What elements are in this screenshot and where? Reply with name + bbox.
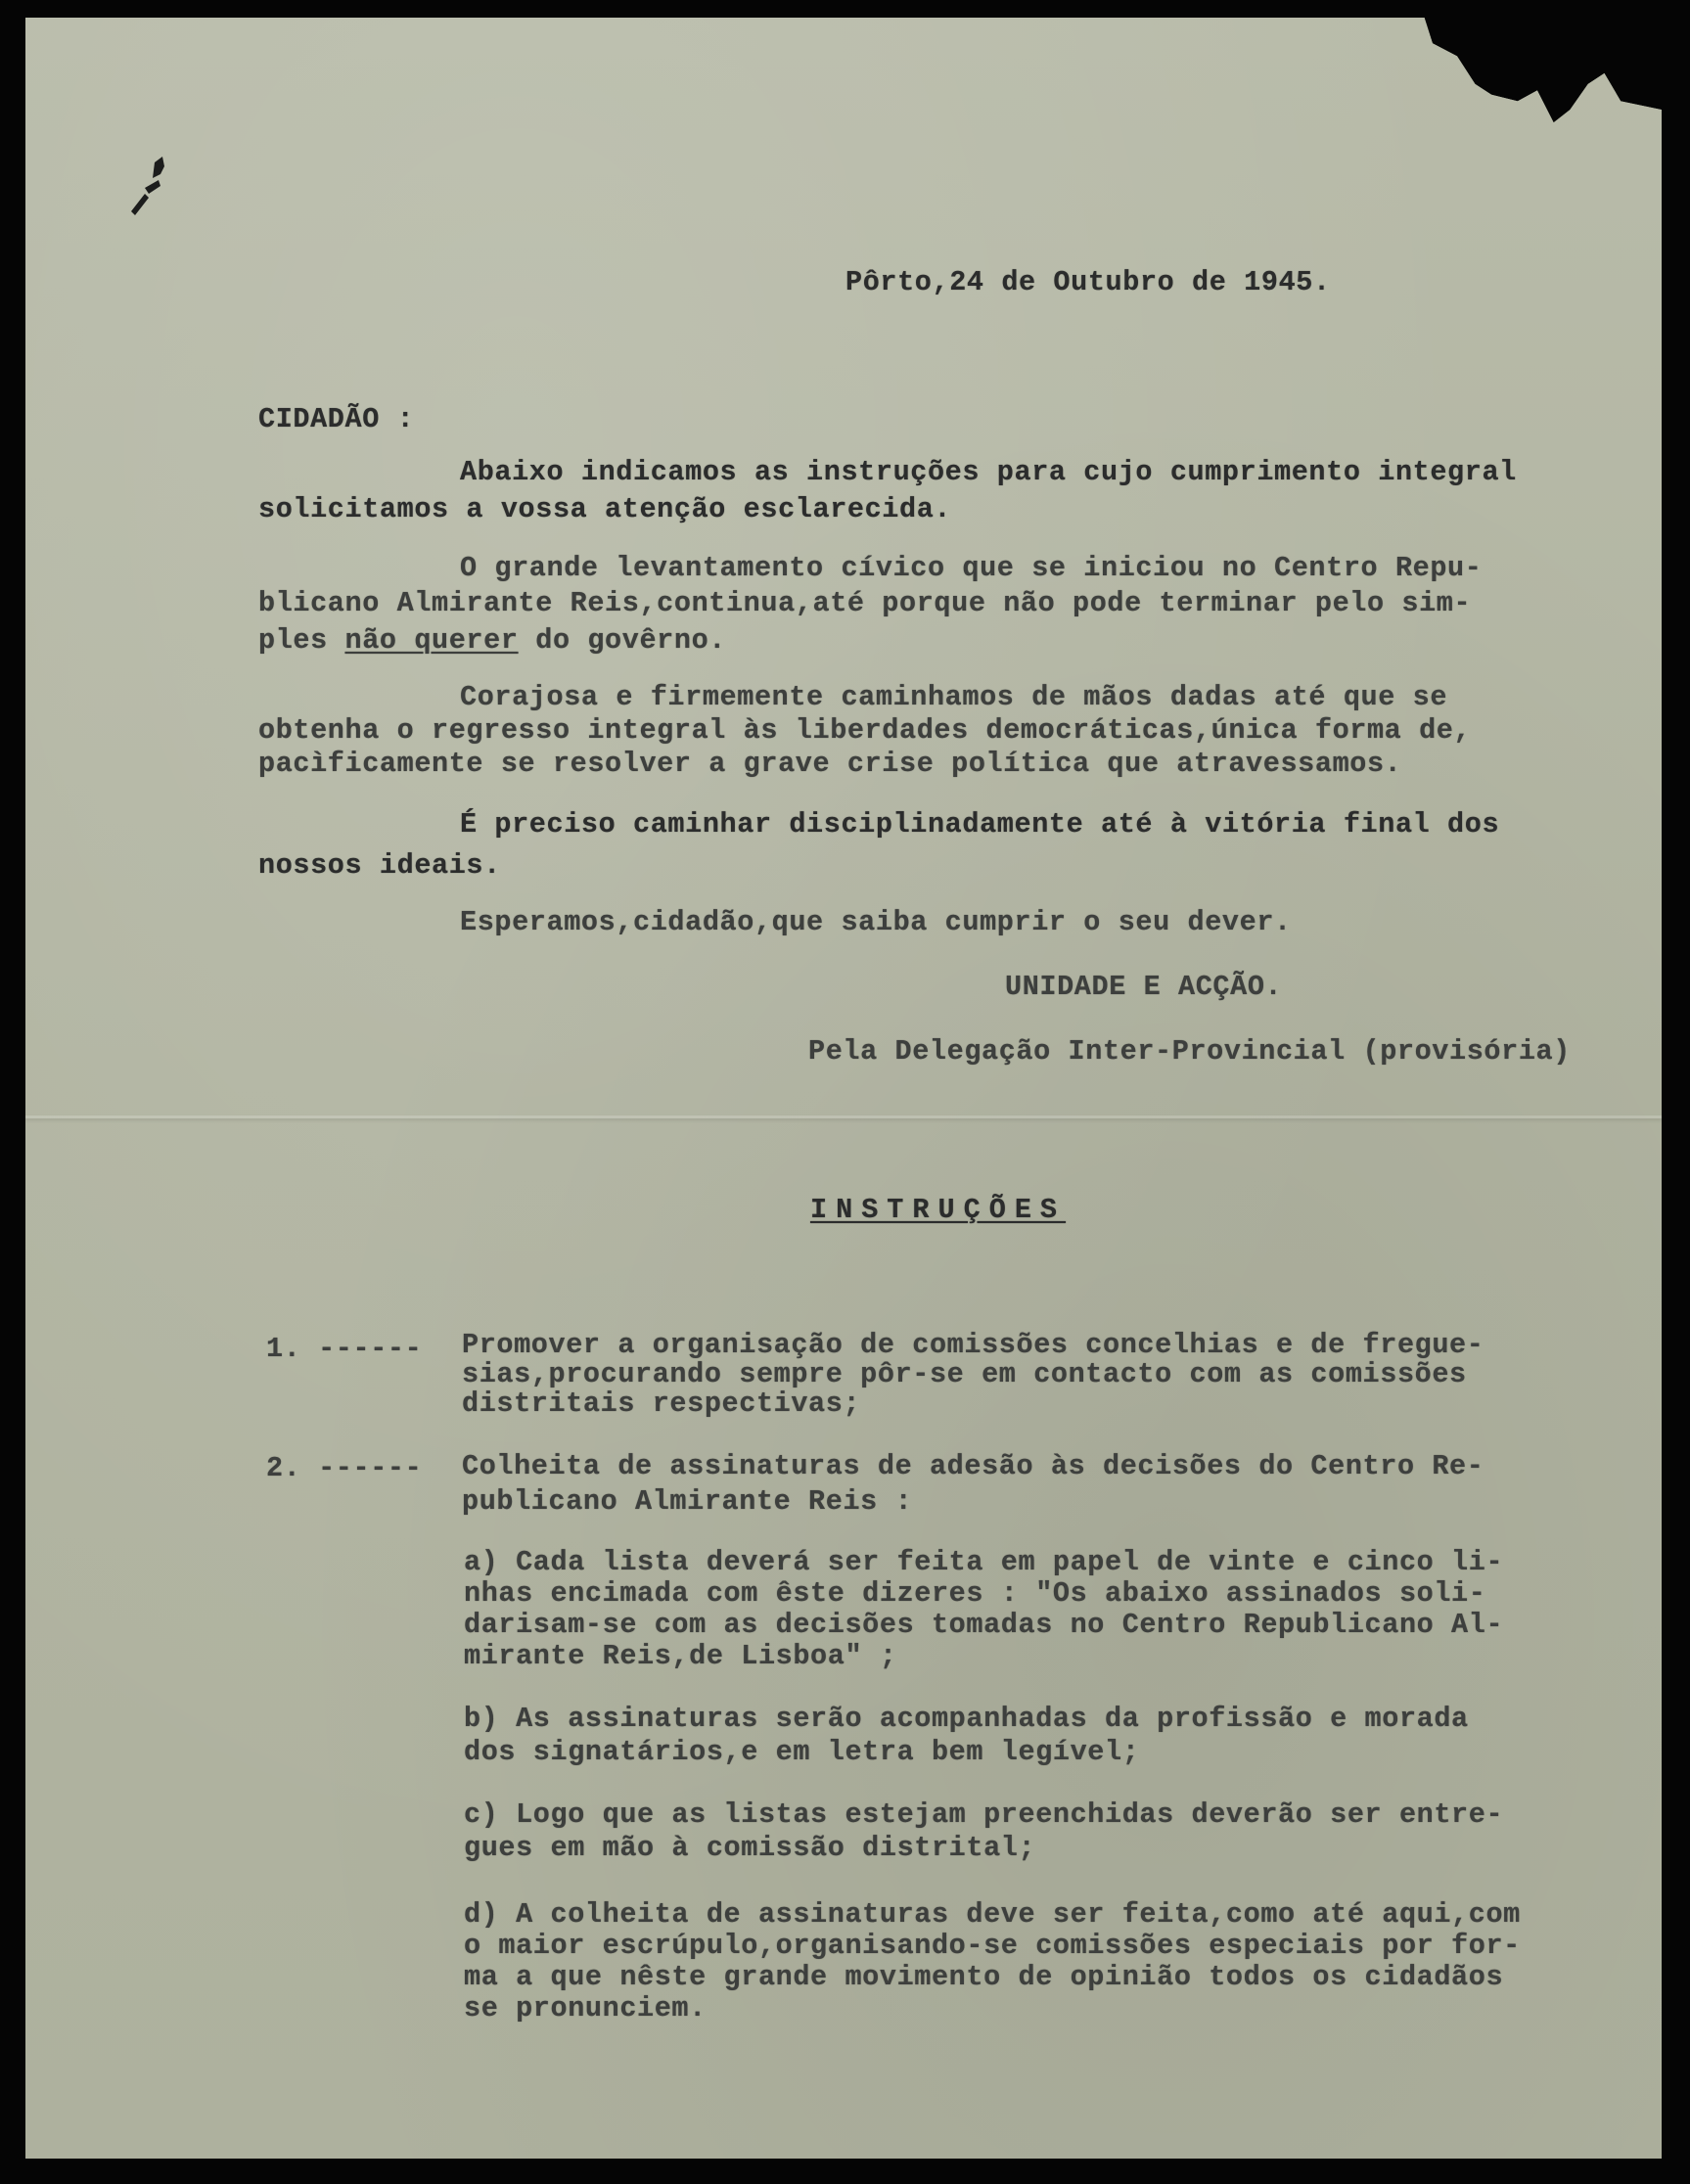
item-1-marker: 1. ------ xyxy=(266,1333,423,1365)
date-line: Pôrto,24 de Outubro de 1945. xyxy=(845,266,1331,298)
paragraph-1-line-1: Abaixo indicamos as instruções para cujo cumprimento integral xyxy=(460,456,1517,488)
item-2-marker: 2. ------ xyxy=(266,1452,423,1484)
paragraph-3-line-3: pacìficamente se resolver a grave crise política que atravessamos. xyxy=(258,748,1402,780)
item-1-line-3: distritais respectivas; xyxy=(462,1388,861,1420)
sub-d-line-4: se pronunciem. xyxy=(464,1992,707,2025)
sub-c-line-1: c) Logo que as listas estejam preenchidas deverão ser entre- xyxy=(464,1798,1504,1831)
sub-a-line-2: nhas encimada com êste dizeres : "Os abaixo assinados soli- xyxy=(464,1577,1486,1610)
paragraph-3-line-2: obtenha o regresso integral às liberdades democráticas,única forma de, xyxy=(258,714,1472,747)
underlined-phrase: não querer xyxy=(344,624,519,657)
paragraph-2-text-a: ples xyxy=(258,624,345,657)
paragraph-4-line-2: nossos ideais. xyxy=(258,849,501,882)
paragraph-2-text-b: do govêrno. xyxy=(518,624,726,657)
item-1-line-1: Promover a organisação de comissões concelhias e de fregue- xyxy=(462,1329,1484,1361)
sub-d-line-3: ma a que nêste grande movimento de opinião todos os cidadãos xyxy=(464,1961,1504,1993)
salutation: CIDADÃO : xyxy=(258,403,415,435)
paragraph-2-line-3 xyxy=(258,624,726,657)
paragraph-4-line-1: É preciso caminhar disciplinadamente até à vitória final dos xyxy=(460,808,1500,841)
item-2-line-2: publicano Almirante Reis : xyxy=(462,1485,913,1518)
sub-d-line-1: d) A colheita de assinaturas deve ser feita,como até aqui,com xyxy=(464,1898,1521,1931)
sub-d-line-2: o maior escrúpulo,organisando-se comissões especiais por for- xyxy=(464,1930,1521,1962)
paragraph-1-line-2: solicitamos a vossa atenção esclarecida. xyxy=(258,493,952,525)
paragraph-2-line-2: blicano Almirante Reis,continua,até porque não pode terminar pelo sim- xyxy=(258,587,1472,619)
ink-mark-icon xyxy=(125,155,196,223)
motto: UNIDADE E ACÇÃO. xyxy=(1005,971,1283,1003)
paragraph-5: Esperamos,cidadão,que saiba cumprir o seu dever. xyxy=(460,906,1292,938)
signature-line: Pela Delegação Inter-Provincial (provisória) xyxy=(808,1035,1571,1068)
instructions-heading: INSTRUÇÕES xyxy=(810,1194,1067,1226)
sub-c-line-2: gues em mão à comissão distrital; xyxy=(464,1832,1036,1864)
item-1-line-2: sias,procurando sempre pôr-se em contacto com as comissões xyxy=(462,1358,1467,1390)
sub-b-line-1: b) As assinaturas serão acompanhadas da profissão e morada xyxy=(464,1703,1469,1735)
sub-a-line-3: darisam-se com as decisões tomadas no Centro Republicano Al- xyxy=(464,1609,1504,1641)
sub-a-line-1: a) Cada lista deverá ser feita em papel de vinte e cinco li- xyxy=(464,1546,1504,1578)
sub-b-line-2: dos signatários,e em letra bem legível; xyxy=(464,1736,1140,1768)
item-2-line-1: Colheita de assinaturas de adesão às decisões do Centro Re- xyxy=(462,1450,1484,1482)
sub-a-line-4: mirante Reis,de Lisboa" ; xyxy=(464,1640,897,1672)
paragraph-2-line-1: O grande levantamento cívico que se iniciou no Centro Repu- xyxy=(460,552,1483,584)
paragraph-3-line-1: Corajosa e firmemente caminhamos de mãos dadas até que se xyxy=(460,681,1448,713)
fold-crease xyxy=(25,1115,1662,1118)
